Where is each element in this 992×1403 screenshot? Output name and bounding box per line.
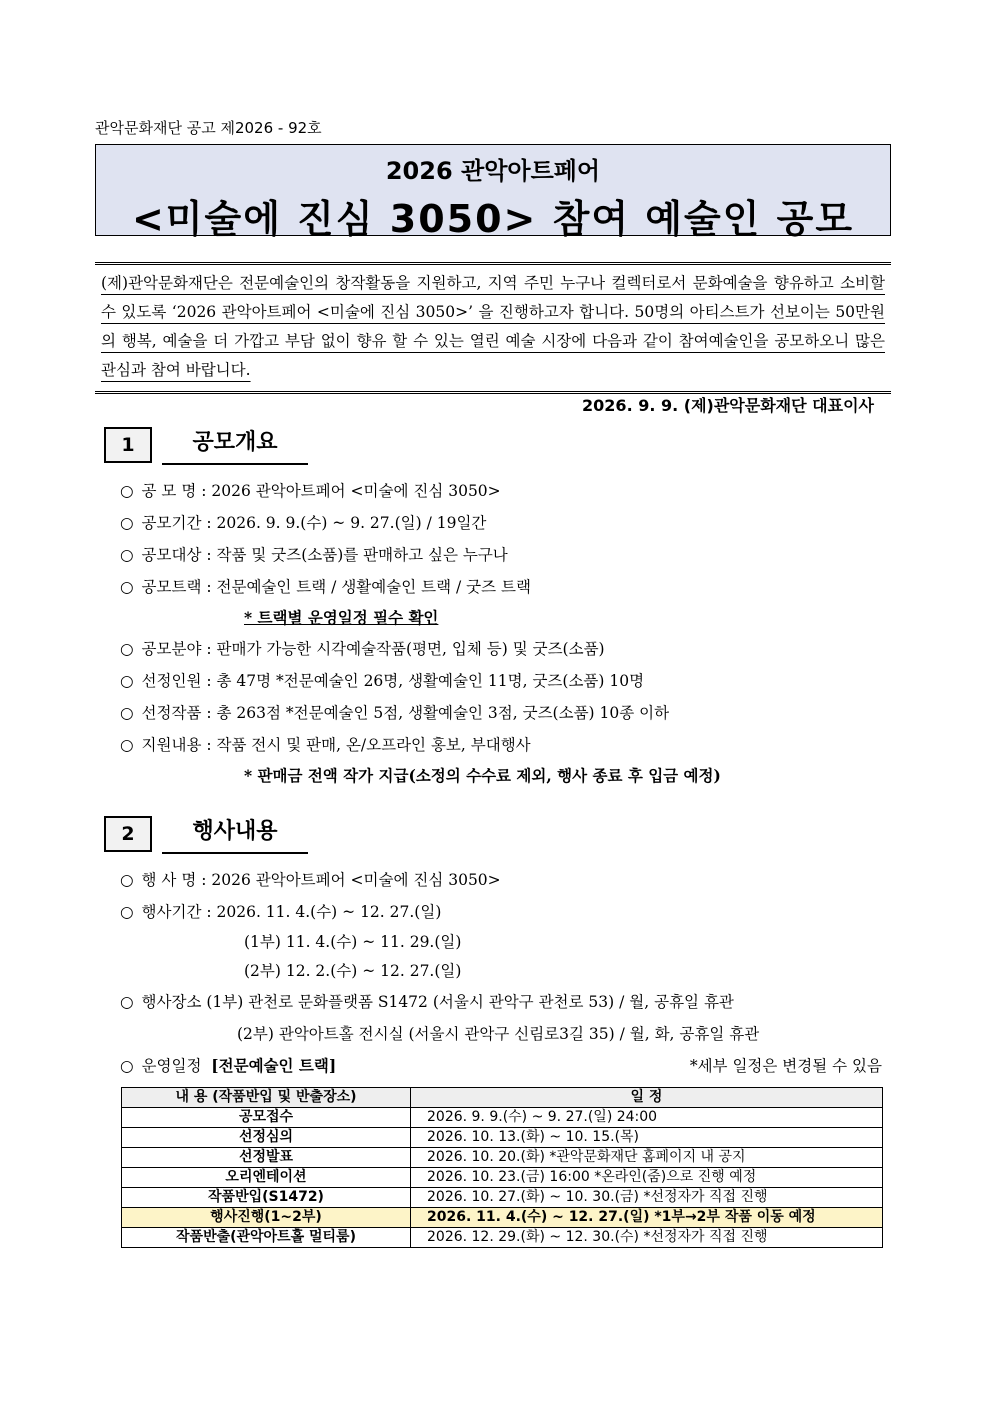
bullet-icon: ○ xyxy=(120,1057,134,1075)
table-row-highlighted: 행사진행(1~2부) 2026. 11. 4.(수) ~ 12. 27.(일) *1부→2부 작품 이동 예정 xyxy=(122,1208,883,1228)
s2-item-name: ○ 행 사 명 : 2026 관악아트페어 <미술에 진심 3050> xyxy=(120,871,501,889)
table-row: 선정심의 2026. 10. 13.(화) ~ 10. 15.(목) xyxy=(122,1128,883,1148)
s1-note-track: * 트랙별 운영일정 필수 확인 xyxy=(244,608,439,627)
intro-text: (제)관악문화재단은 전문예술인의 창작활동을 지원하고, 지역 주민 누구나 컬렉터로서 문화예술을 향유하고 소비할 수 있도록 ‘2026 관악아트페어 <미술에 진심 3050>’ 을 진행하고자 합니다. 50명의 아티스트가 선보이는 50만원의 행복, 예술을 더 가깝고 부담 없이 향유 할 수 있는 열린 예술 시장에 다음과 같이 참여예술인을 공모하오니 많은 관심과 참여 바랍니다. xyxy=(101,274,885,379)
s2-period-part2: (2부) 12. 2.(수) ~ 12. 27.(일) xyxy=(244,962,462,980)
bullet-icon: ○ xyxy=(120,578,134,596)
date-signature: 2026. 9. 9. (제)관악문화재단 대표이사 xyxy=(582,396,874,415)
title-box xyxy=(95,144,891,241)
bullet-icon: ○ xyxy=(120,514,134,532)
s2-item-schedule: ○ 운영일정 [전문예술인 트랙] xyxy=(120,1056,337,1075)
intro-paragraph xyxy=(95,262,891,394)
schedule-table xyxy=(121,1087,883,1248)
table-header-row xyxy=(122,1088,883,1108)
s2-item-period: ○ 행사기간 : 2026. 11. 4.(수) ~ 12. 27.(일) xyxy=(120,903,442,921)
s1-note-payment: * 판매금 전액 작가 지급(소정의 수수료 제외, 행사 종료 후 입금 예정) xyxy=(244,766,721,785)
bullet-icon: ○ xyxy=(120,871,134,889)
s1-item-count: ○ 선정인원 : 총 47명 *전문예술인 26명, 생활예술인 11명, 굿즈(소품) 10명 xyxy=(120,672,645,690)
s1-item-field: ○ 공모분야 : 판매가 가능한 시각예술작품(평면, 입체 등) 및 굿즈(소품) xyxy=(120,640,605,658)
s1-item-target: ○ 공모대상 : 작품 및 굿즈(소품)를 판매하고 싶은 누구나 xyxy=(120,546,508,564)
title-line1: 2026 관악아트페어 xyxy=(385,157,601,185)
notice-number: 관악문화재단 공고 제2026 - 92호 xyxy=(95,119,322,137)
table-row: 선정발표 2026. 10. 20.(화) *관악문화재단 홈페이지 내 공지 xyxy=(122,1148,883,1168)
s1-item-works: ○ 선정작품 : 총 263점 *전문예술인 5점, 생활예술인 3점, 굿즈(소품) 10종 이하 xyxy=(120,704,670,722)
table-header-schedule: 일 정 xyxy=(411,1088,883,1108)
table-row: 공모접수 2026. 9. 9.(수) ~ 9. 27.(일) 24:00 xyxy=(122,1108,883,1128)
section-2-number: 2 xyxy=(104,816,152,852)
schedule-track-label: [전문예술인 트랙] xyxy=(211,1056,337,1075)
bullet-icon: ○ xyxy=(120,736,134,754)
table-row: 작품반출(관악아트홀 멀티룸) 2026. 12. 29.(화) ~ 12. 30.(수) *선정자가 직접 진행 xyxy=(122,1228,883,1248)
section-1-number: 1 xyxy=(104,427,152,463)
s2-period-part1: (1부) 11. 4.(수) ~ 11. 29.(일) xyxy=(244,933,462,951)
bullet-icon: ○ xyxy=(120,672,134,690)
section-1-title: 공모개요 xyxy=(162,427,308,465)
s1-item-name: ○ 공 모 명 : 2026 관악아트페어 <미술에 진심 3050> xyxy=(120,482,501,500)
s1-item-track: ○ 공모트랙 : 전문예술인 트랙 / 생활예술인 트랙 / 굿즈 트랙 xyxy=(120,578,531,596)
bullet-icon: ○ xyxy=(120,482,134,500)
section-2-title: 행사내용 xyxy=(162,816,308,854)
bullet-icon: ○ xyxy=(120,546,134,564)
s1-item-period: ○ 공모기간 : 2026. 9. 9.(수) ~ 9. 27.(일) / 19일간 xyxy=(120,514,487,532)
schedule-change-note: *세부 일정은 변경될 수 있음 xyxy=(689,1057,882,1075)
bullet-icon: ○ xyxy=(120,640,134,658)
bullet-icon: ○ xyxy=(120,993,134,1011)
table-header-content: 내 용 (작품반입 및 반출장소) xyxy=(122,1088,411,1108)
title-line2: <미술에 진심 3050> 참여 예술인 공모 xyxy=(131,197,855,241)
s2-item-venue: ○ 행사장소 (1부) 관천로 문화플랫폼 S1472 (서울시 관악구 관천로 53) / 월, 공휴일 휴관 xyxy=(120,993,734,1011)
table-row: 오리엔테이션 2026. 10. 23.(금) 16:00 *온라인(줌)으로 진행 예정 xyxy=(122,1168,883,1188)
s1-item-support: ○ 지원내용 : 작품 전시 및 판매, 온/오프라인 홍보, 부대행사 xyxy=(120,736,531,754)
table-row: 작품반입(S1472) 2026. 10. 27.(화) ~ 10. 30.(금) *선정자가 직접 진행 xyxy=(122,1188,883,1208)
s2-venue-part2: (2부) 관악아트홀 전시실 (서울시 관악구 신림로3길 35) / 월, 화, 공휴일 휴관 xyxy=(237,1025,760,1043)
bullet-icon: ○ xyxy=(120,903,134,921)
bullet-icon: ○ xyxy=(120,704,134,722)
